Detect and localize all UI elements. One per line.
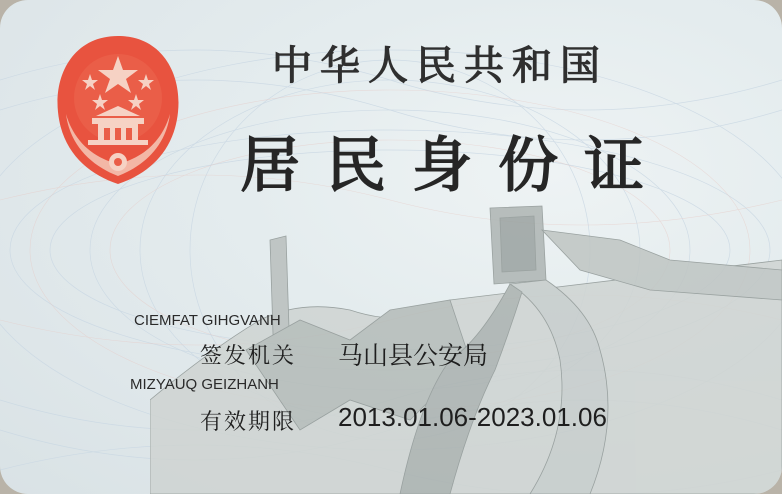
authority-label: 签发机关 [200, 344, 297, 369]
country-title: 中华人民共和国 [272, 42, 608, 89]
authority-value: 马山县公安局 [338, 341, 489, 370]
card-title: 居民身份证 [240, 131, 670, 201]
national-emblem-icon [52, 34, 184, 186]
validity-label-secondary: MIZYAUQ GEIZHANH [130, 376, 279, 393]
validity-label: 有效期限 [200, 410, 297, 435]
validity-value: 2013.01.06-2023.01.06 [338, 402, 607, 432]
authority-label-secondary: CIEMFAT GIHGVANH [134, 312, 281, 329]
